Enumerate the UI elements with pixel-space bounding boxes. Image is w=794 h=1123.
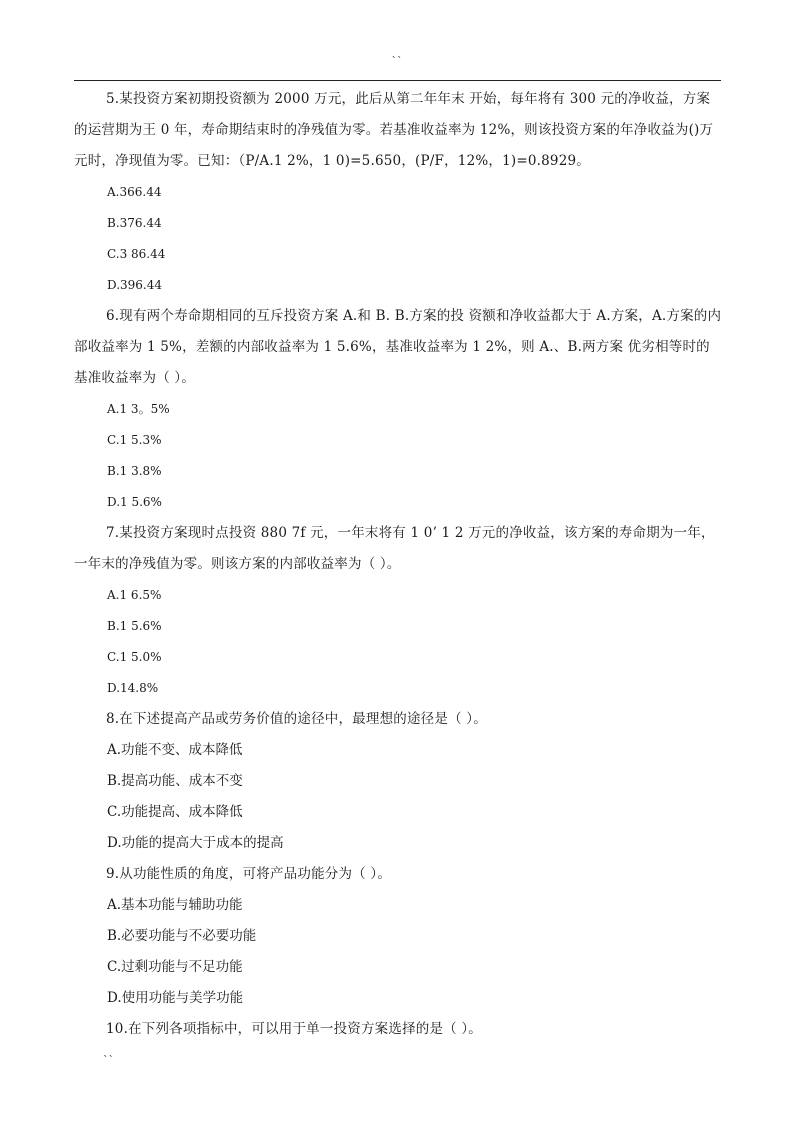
question-7-option-d: D.14.8% (107, 681, 159, 695)
question-7-option-c: C.1 5.0% (107, 650, 162, 664)
question-5-option-a: A.366.44 (107, 185, 162, 199)
question-8-option-a: A.功能不变、成本降低 (107, 742, 243, 758)
question-10: 10.在下列各项指标中，可以用于单一投资方案选择的是（ ）。 (106, 1021, 483, 1037)
question-9-option-b: B.必要功能与不必要功能 (107, 928, 257, 944)
document-body (74, 84, 722, 1045)
question-5-option-d: D.396.44 (107, 278, 162, 292)
question-8-option-b: B.提高功能、成本不变 (107, 773, 243, 789)
page-footer-mark: `` (103, 1054, 114, 1067)
question-6: 6.现有两个寿命期相同的互斥投资方案 A.和 B. B.方案的投 资额和净收益都大于 A.方案，A.方案的内部收益率为 1 5%，差额的内部收益率为 1 5.6%，基准收益率为 1 2%，则 A.、B.两方案 优劣相等时的基准收益率为（ ）。 (74, 308, 722, 386)
question-5-option-c: C.3 86.44 (107, 247, 166, 261)
question-9-option-c: C.过剩功能与不足功能 (107, 959, 243, 975)
question-7-option-a: A.1 6.5% (107, 588, 162, 602)
question-5: 5.某投资方案初期投资额为 2000 万元，此后从第二年年末 开始，每年将有 300 元的净收益，方案的运营期为王 0 年，寿命期结束时的净残值为零。若基准收益率为 12%，则该投资方案的年净收益为()万元时，净现值为零。已知：（P/A.1 2%，1 0)=5.650，(P/F，12%，1)=0.8929。 (74, 91, 714, 169)
question-9-option-a: A.基本功能与辅助功能 (107, 897, 243, 913)
question-6-option-1: A.1 3。5% (107, 402, 170, 416)
question-7-option-b: B.1 5.6% (107, 619, 162, 633)
question-8-option-c: C.功能提高、成本降低 (107, 804, 243, 820)
question-9-option-d: D.使用功能与美学功能 (107, 990, 244, 1006)
question-6-option-2: C.1 5.3% (107, 433, 162, 447)
question-8-option-d: D.功能的提高大于成本的提高 (107, 835, 284, 851)
question-6-option-3: B.1 3.8% (107, 464, 162, 478)
header-divider (74, 80, 721, 81)
question-8: 8.在下述提高产品或劳务价值的途径中，最理想的途径是（ ）。 (106, 711, 487, 727)
question-9: 9.从功能性质的角度，可将产品功能分为（ ）。 (106, 866, 392, 882)
question-5-option-b: B.376.44 (107, 216, 162, 230)
question-7: 7.某投资方案现时点投资 880 7f 元，一年末将有 1 0’ 1 2 万元的净收益，该方案的寿命期为一年，一年末的净残值为零。则该方案的内部收益率为（ ）。 (74, 525, 715, 572)
page-header-mark: `` (391, 55, 403, 68)
question-6-option-4: D.1 5.6% (107, 495, 162, 509)
